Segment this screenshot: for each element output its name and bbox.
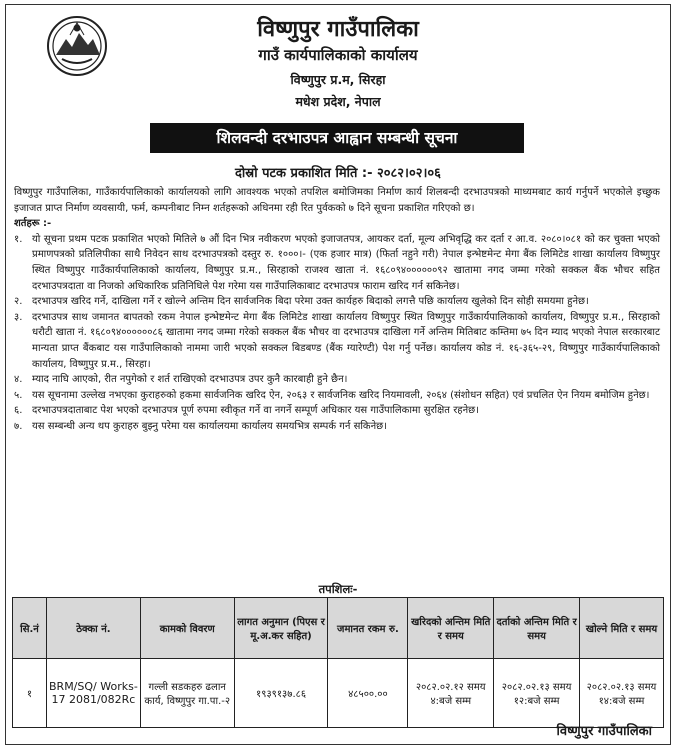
address-line-2: मधेश प्रदेश, नेपाल [295, 94, 381, 109]
condition-number: ४. [14, 374, 23, 386]
condition-text: यस सम्बन्धी अन्य थप कुराहरु बुझ्नु परेमा यस कार्यालयमा कार्यालय समयभित्र सम्पर्क गर्न सकिनेछ। [32, 420, 387, 432]
header-serial: सि.नं [13, 598, 47, 659]
cell-bid-security: ४८५००.०० [328, 659, 408, 728]
header-purchase-deadline: खरिदको अन्तिम मिति र समय [408, 598, 494, 659]
header-cost-estimate: लागत अनुमान (पिएस र मू.अ.कर सहित) [234, 598, 328, 659]
cell-serial: १ [13, 659, 47, 728]
cell-contract-no: BRM/SQ/ Works-17 2081/082Rc [46, 659, 140, 728]
condition-item [14, 372, 660, 388]
header-submission-deadline: दर्ताको अन्तिम मिति र समय [494, 598, 580, 659]
condition-item [14, 294, 660, 310]
works-table [12, 597, 664, 728]
cell-purchase-deadline: २०८२.०२.१२ समय ४:बजे सम्म [408, 659, 494, 728]
condition-text: यो सूचना प्रथम पटक प्रकाशित भएको मितिले ७ औं दिन भित्र नवीकरण भएको इजाजतपत्र, आयकर दर्ता, मूल्य अभिवृद्धि कर दर्ता र आ.व. २०८०।०८१ को कर चुक्ता भएको प्रमाणपत्रको प्रतिलिपीका साथै निवेदन साथ दरभाउपत्रको दस्तुर रु. १०००।- (एक हजार मात्र) (फिर्ता नहुने गरी) नेपाल इन्भेष्टमेन्ट मेगा बैंक लिमिटेड शाखा कार्यालय विष्णुपुर स्थित विष्णुपुर गाउँकार्यपालिकाको कार्यालय, विष्णुपुर प्र.म., सिरहाको राजश्व खाता नं. १६८०९४००००००९२ खातामा नगद जम्मा गरेको सक्कल बैंक भौचर सहित दरभाउपत्रदाता वा निजको अधिकारिक प्रतिनिधिले पेश गरेमा यस गाउँपालिकाबाट दरभाउपत्र फाराम खरिद गर्न सकिनेछ। [32, 233, 660, 292]
condition-number: ५. [14, 389, 23, 401]
table-title: तपशिलः- [318, 582, 358, 596]
condition-item [14, 403, 660, 419]
address-line-1: विष्णुपुर प्र.म, सिरहा [290, 72, 386, 87]
intro-paragraph: विष्णुपुर गाउँपालिका, गाउँकार्यपालिकाको कार्यालयको लागि आवश्यक भएको तपशिल बमोजिमका निर्माण कार्य शिलबन्दी दरभाउपत्रको माध्यमबाट कार्य गर्नुपर्ने भएकोले इच्छुक इजाजत प्राप्त निर्माण व्यवसायी, फर्म, कम्पनीबाट निम्न शर्तहरूको अधिनमा रही रित पुर्वकको ७ दिने सूचना प्रकाशित गरिएको छ। [14, 187, 660, 214]
condition-text: दरभाउपत्र साथ जमानत बापतको रकम नेपाल इन्भेष्टमेन्ट मेगा बैंक लिमिटेड शाखा कार्यालय विष्णुपुर स्थित विष्णुपुर गाउँकार्यपालिकाको कार्यालय, विष्णुपुर प्र.म., सिरहाको धरौटी खाता नं. १६८०९४००००००८६ खातामा नगद जम्मा गरेको सक्कल बैंक भौचर वा दरभाउपत्र दाखिला गर्ने अन्तिम मितिबाट कम्तिमा ७५ दिन म्याद भएको नेपाल सरकारबाट मान्यता प्राप्त बैंकबाट यस गाउँपालिकाको नाममा जारी भएको सक्कल बिडबण्ड (बैंक ग्यारेण्टी) पेश गर्नु पर्नेछ। कार्यालय कोड नं. १६-३६५-२९, विष्णुपुर गाउँकार्यपालिकाको कार्यालय, विष्णुपुर प्र.म., सिरहा। [32, 311, 660, 370]
condition-number: ६. [14, 405, 23, 417]
condition-text: दरभाउपत्र खरिद गर्ने, दाखिला गर्ने र खोल्ने अन्तिम दिन सार्वजनिक बिदा परेमा उक्त कार्यहरु बिदाको लगत्तै पछि कार्यालय खुलेको दिन सोही समयमा हुनेछ। [32, 296, 589, 308]
condition-number: ३. [14, 311, 23, 323]
conditions-heading: शर्तहरू :- [14, 218, 52, 230]
cell-submission-deadline: २०८२.०२.१३ समय १२:बजे सम्म [494, 659, 580, 728]
publish-date: दोस्रो पटक प्रकाशित मिति :- २०८२।०२।०६ [235, 166, 441, 181]
condition-item [14, 310, 660, 372]
municipality-name: विष्णुपुर गाउँपालिका [257, 17, 419, 42]
cell-cost-estimate: १९३९१३७.८६ [234, 659, 328, 728]
condition-item [14, 419, 660, 435]
condition-number: १. [14, 233, 23, 245]
condition-item [14, 388, 660, 404]
header-work-description: कामको विवरण [140, 598, 234, 659]
notice-page [5, 4, 671, 745]
table-row [13, 659, 664, 728]
condition-text: दरभाउपत्रदाताबाट पेश भएको दरभाउपत्र पूर्ण रुपमा स्वीकृत गर्ने वा नगर्ने सम्पूर्ण अधिकार यस गाउँपालिकामा सुरक्षित रहनेछ। [32, 405, 479, 417]
office-name: गाउँ कार्यपालिकाको कार्यालय [258, 46, 418, 64]
notice-title-banner: शिलवन्दी दरभाउपत्र आह्वान सम्बन्धी सूचना [150, 123, 524, 153]
table-header-row [13, 598, 664, 659]
cell-opening-time: २०८२.०२.१३ समय १४:बजे सम्म [580, 659, 664, 728]
header-bid-security: जमानत रकम रु. [328, 598, 408, 659]
condition-item [14, 232, 660, 294]
conditions-list [14, 232, 660, 435]
condition-text: यस सूचनामा उल्लेख नभएका कुराहरुको हकमा सार्वजनिक खरिद ऐन, २०६३ र सार्वजनिक खरिद नियमावली, २०६४ (संशोधन सहित) एवं प्रचलित ऐन नियम बमोजिम हुनेछ। [32, 389, 650, 401]
condition-text: म्याद नाघि आएको, रीत नपुगेको र शर्त राखिएको दरभाउपत्र उपर कुनै कारबाही हुने छैन। [32, 374, 348, 386]
condition-number: ७. [14, 420, 23, 432]
header-opening-time: खोल्ने मिति र समय [580, 598, 664, 659]
cell-work-description: गल्ली सडकहरु ढलान कार्य, विष्णुपुर गा.पा.-२ [140, 659, 234, 728]
notice-body [14, 185, 660, 435]
footer-signature: विष्णुपुर गाउँपालिका [556, 724, 652, 739]
condition-number: २. [14, 296, 23, 308]
header-contract-no: ठेक्का नं. [46, 598, 140, 659]
